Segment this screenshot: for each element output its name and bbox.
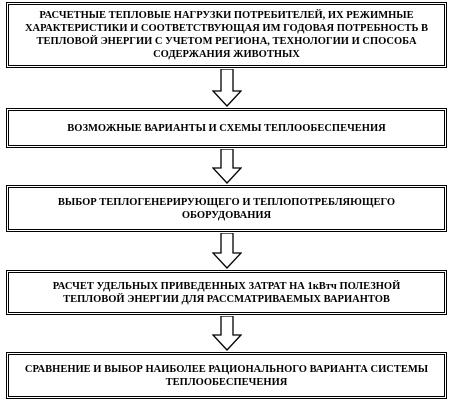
flow-step-5 <box>6 352 447 399</box>
flow-step-1-label: РАСЧЕТНЫЕ ТЕПЛОВЫЕ НАГРУЗКИ ПОТРЕБИТЕЛЕЙ, ИХ РЕЖИМНЫЕ ХАРАКТЕРИСТИКИ И СООТВЕТСТВУЮЩАЯ ИМ ГОДОВАЯ ПОТРЕБНОСТЬ В ТЕПЛОВОЙ ЭНЕРГИИ С УЧЕТОМ РЕГИОНА, ТЕХНОЛОГИИ И СПОСОБА СОДЕРЖАНИЯ ЖИВОТНЫХ <box>24 10 429 60</box>
down-arrow-icon <box>212 316 242 351</box>
down-arrow-icon <box>212 69 242 107</box>
flow-step-5-label: СРАВНЕНИЕ И ВЫБОР НАИБОЛЕЕ РАЦИОНАЛЬНОГО ВАРИАНТА СИСТЕМЫ ТЕПЛООБЕСПЕЧЕНИЯ <box>24 363 429 388</box>
flow-step-3 <box>6 185 447 232</box>
flow-step-1 <box>6 2 447 68</box>
down-arrow-icon <box>212 149 242 184</box>
down-arrow-icon <box>212 233 242 269</box>
flow-step-2 <box>6 108 447 148</box>
flow-step-4-label: РАСЧЕТ УДЕЛЬНЫХ ПРИВЕДЕННЫХ ЗАТРАТ НА 1кВтч ПОЛЕЗНОЙ ТЕПЛОВОЙ ЭНЕРГИИ ДЛЯ РАССМАТРИВАЕМЫХ ВАРИАНТОВ <box>52 280 401 305</box>
flow-step-2-label: ВОЗМОЖНЫЕ ВАРИАНТЫ И СХЕМЫ ТЕПЛООБЕСПЕЧЕНИЯ <box>67 122 386 134</box>
flow-step-4 <box>6 270 447 315</box>
flow-step-3-label: ВЫБОР ТЕПЛОГЕНЕРИРУЮЩЕГО И ТЕПЛОПОТРЕБЛЯЮЩЕГО ОБОРУДОВАНИЯ <box>57 196 396 221</box>
